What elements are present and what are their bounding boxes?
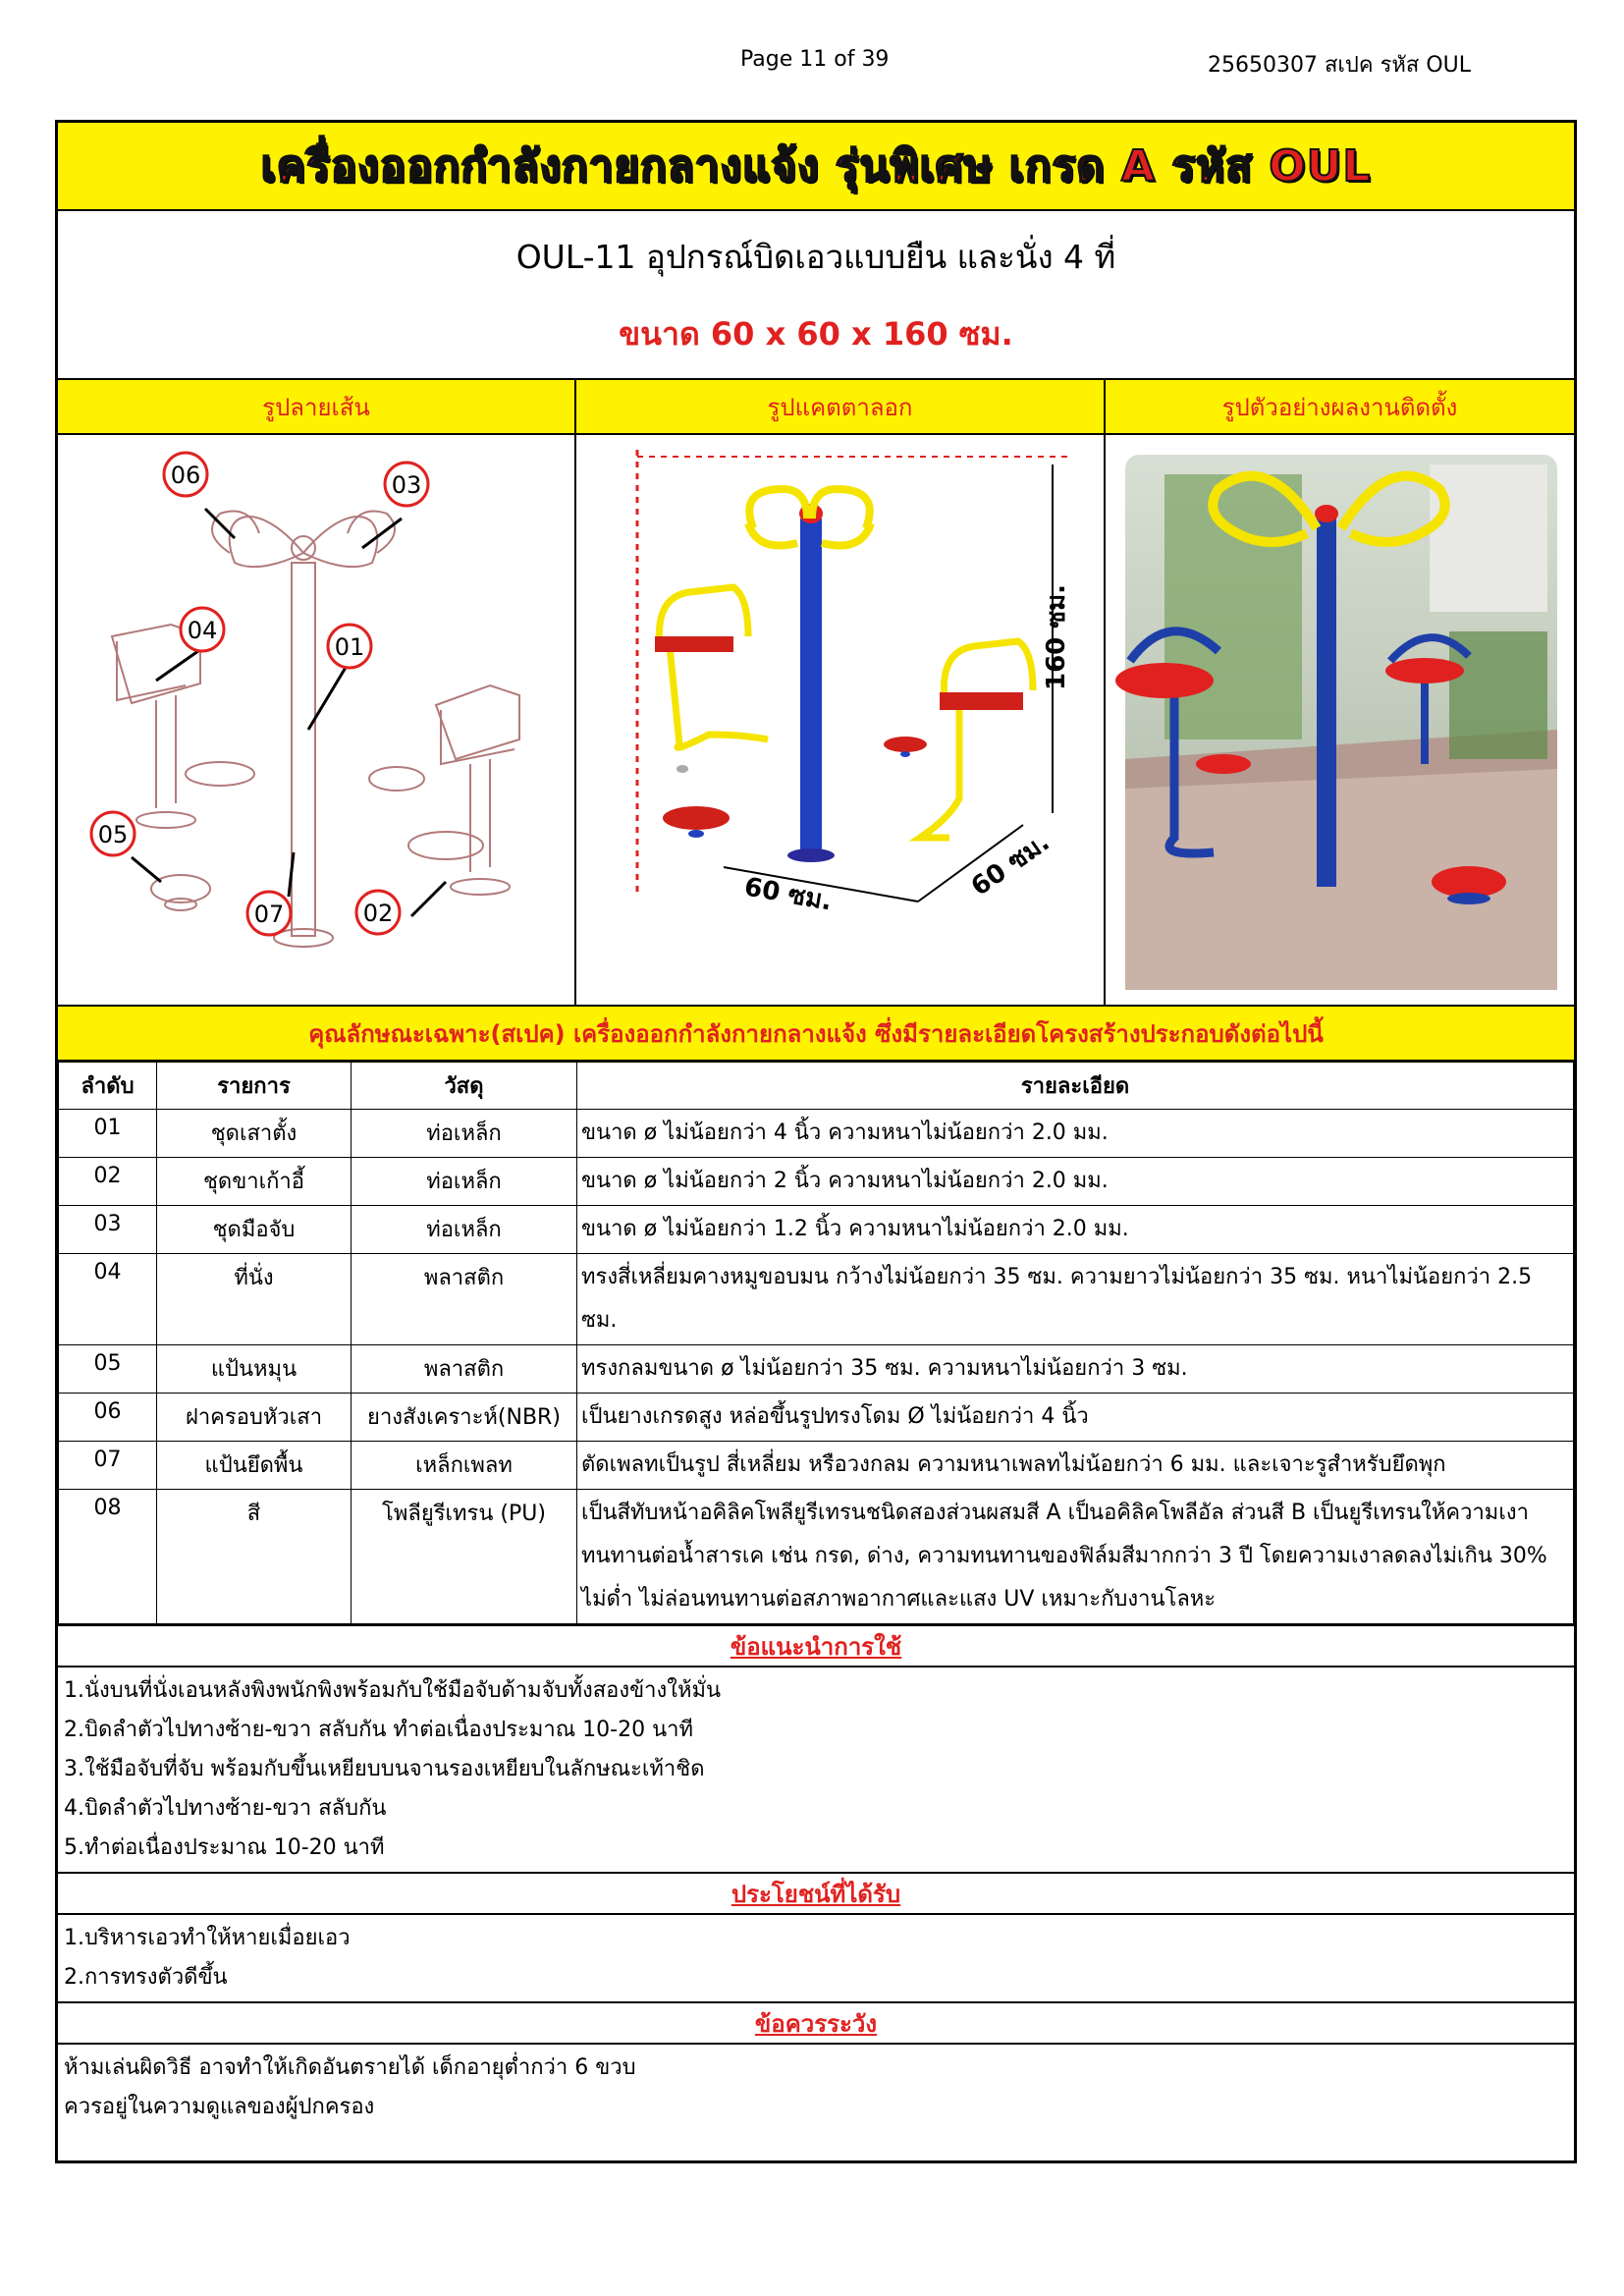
benefits-heading: ประโยชน์ที่ได้รับ (731, 1880, 901, 1908)
spec-sheet (55, 120, 1577, 2163)
table-row (59, 1345, 1574, 1394)
header-catalog: รูปแคตตาลอก (576, 380, 1106, 433)
catalog-image (576, 435, 1106, 1005)
label-01: 01 (334, 633, 365, 661)
list-item: 2.การทรงตัวดีขึ้น (64, 1965, 228, 1990)
benefits-heading-band (58, 1872, 1574, 1915)
line-drawing-image (58, 435, 574, 1005)
col-detail: รายละเอียด (577, 1063, 1574, 1110)
cell-material: พลาสติก (352, 1345, 577, 1394)
cell-detail: เป็นสีทับหน้าอคิลิคโพลียูรีเทรนชนิดสองส่วนผสมสี A เป็นอคิลิคโพลีอัล ส่วนสี B เป็นยูรีเทรนให้ความเงาทนทานต่อน้ำสารเค เช่น กรด, ด่าง, ความทนทานของฟิล์มสีมากกว่า 3 ปี โดยความเงาลดลงไม่เกิน 30% ไม่ด่ำ ไม่ล่อนทนทานต่อสภาพอากาศและแสง UV เหมาะกับงานโลหะ (577, 1490, 1574, 1624)
line-drawing (58, 435, 576, 1005)
image-headers (58, 380, 1574, 435)
cell-item: ชุดมือจับ (157, 1206, 352, 1254)
cautions-list (58, 2045, 1574, 2160)
cell-material: ท่อเหล็ก (352, 1158, 577, 1206)
title-box (58, 211, 1574, 380)
col-item: รายการ (157, 1063, 352, 1110)
list-item: 1.บริหารเอวทำให้หายเมื่อยเอว (64, 1926, 351, 1950)
document-code: 25650307 สเปค รหัส OUL (1208, 53, 1472, 78)
usage-list (58, 1667, 1574, 1872)
header-installed: รูปตัวอย่างผลงานติดตั้ง (1221, 393, 1458, 421)
cell-material: เหล็กเพลท (352, 1442, 577, 1490)
label-03: 03 (391, 471, 422, 499)
list-item: 1.นั่งบนที่นั่งเอนหลังพิงพนักพิงพร้อมกับใช้มือจับด้ามจับทั้งสองข้างให้มั่น (64, 1678, 722, 1703)
installed-photo-image (1106, 435, 1574, 1005)
image-row (58, 435, 1574, 1007)
cell-item: ฝาครอบหัวเสา (157, 1394, 352, 1442)
list-item: 4.บิดลำตัวไปทางซ้าย-ขวา สลับกัน (64, 1796, 387, 1821)
cell-item: ที่นั่ง (157, 1254, 352, 1345)
cell-no: 06 (59, 1394, 157, 1442)
cell-material: ท่อเหล็ก (352, 1110, 577, 1158)
product-title: OUL-11 อุปกรณ์บิดเอวแบบยืน และนั่ง 4 ที่ (515, 238, 1116, 276)
cell-material: ยางสังเคราะห์(NBR) (352, 1394, 577, 1442)
cell-item: ชุดขาเก้าอี้ (157, 1158, 352, 1206)
table-row (59, 1206, 1574, 1254)
spec-table (58, 1062, 1574, 1624)
cell-no: 02 (59, 1158, 157, 1206)
usage-heading: ข้อแนะนำการใช้ (730, 1632, 902, 1661)
label-05: 05 (97, 821, 129, 848)
cell-detail: ทรงกลมขนาด ø ไม่น้อยกว่า 35 ซม. ความหนาไม่น้อยกว่า 3 ซม. (577, 1345, 1574, 1394)
cautions-heading: ข้อควรระวัง (754, 2009, 878, 2038)
table-row (59, 1110, 1574, 1158)
cell-no: 03 (59, 1206, 157, 1254)
header-line-drawing: รูปลายเส้น (58, 380, 576, 433)
cell-detail: ขนาด ø ไม่น้อยกว่า 1.2 นิ้ว ความหนาไม่น้อยกว่า 2.0 มม. (577, 1206, 1574, 1254)
banner-title: เครื่องออกกำลังกายกลางแจ้ง รุ่นพิเศษ เกรด A รหัส OUL (260, 141, 1372, 191)
cell-item: สี (157, 1490, 352, 1624)
cell-item: ชุดเสาตั้ง (157, 1110, 352, 1158)
cell-material: ท่อเหล็ก (352, 1206, 577, 1254)
label-04: 04 (187, 617, 218, 644)
label-02: 02 (362, 900, 394, 927)
cell-detail: ทรงสี่เหลี่ยมคางหมูขอบมน กว้างไม่น้อยกว่า 35 ซม. ความยาวไม่น้อยกว่า 35 ซม. หนาไม่น้อยกว่า 2.5 ซม. (577, 1254, 1574, 1345)
label-07: 07 (253, 901, 285, 928)
cell-no: 05 (59, 1345, 157, 1394)
table-row (59, 1158, 1574, 1206)
cell-no: 01 (59, 1110, 157, 1158)
table-row (59, 1254, 1574, 1345)
col-material: วัสดุ (352, 1063, 577, 1110)
catalog-render (576, 435, 1104, 1005)
cell-material: พลาสติก (352, 1254, 577, 1345)
label-06: 06 (170, 462, 201, 489)
cell-detail: เป็นยางเกรดสูง หล่อขึ้นรูปทรงโดม Ø ไม่น้อยกว่า 4 นิ้ว (577, 1394, 1574, 1442)
spec-heading: คุณลักษณะเฉพาะ(สเปค) เครื่องออกกำลังกายกลางแจ้ง ซึ่งมีรายละเอียดโครงสร้างประกอบดังต่อไปนี้ (58, 1007, 1574, 1062)
cell-detail: ตัดเพลทเป็นรูป สี่เหลี่ยม หรือวงกลม ความหนาเพลทไม่น้อยกว่า 6 มม. และเจาะรูสำหรับยึดพุก (577, 1442, 1574, 1490)
cell-item: แป้นหมุน (157, 1345, 352, 1394)
list-item: 3.ใช้มือจับที่จับ พร้อมกับขึ้นเหยียบบนจานรองเหยียบในลักษณะเท้าชิด (64, 1757, 705, 1781)
col-no: ลำดับ (59, 1063, 157, 1110)
table-row (59, 1394, 1574, 1442)
benefits-list (58, 1915, 1574, 2001)
cautions-heading-band (58, 2001, 1574, 2045)
cell-no: 07 (59, 1442, 157, 1490)
cell-no: 08 (59, 1490, 157, 1624)
banner (58, 123, 1574, 211)
product-size: ขนาด 60 x 60 x 160 ซม. (619, 315, 1013, 353)
list-item: 2.บิดลำตัวไปทางซ้าย-ขวา สลับกัน ทำต่อเนื่องประมาณ 10-20 นาที (64, 1718, 693, 1742)
list-item: ห้ามเล่นผิดวิธี อาจทำให้เกิดอันตรายได้ เด็กอายุต่ำกว่า 6 ขวบ (64, 2055, 636, 2080)
cell-detail: ขนาด ø ไม่น้อยกว่า 4 นิ้ว ความหนาไม่น้อยกว่า 2.0 มม. (577, 1110, 1574, 1158)
table-header-row (59, 1063, 1574, 1110)
cell-detail: ขนาด ø ไม่น้อยกว่า 2 นิ้ว ความหนาไม่น้อยกว่า 2.0 มม. (577, 1158, 1574, 1206)
list-item: 5.ทำต่อเนื่องประมาณ 10-20 นาที (64, 1835, 385, 1860)
list-item: ควรอยู่ในความดูแลของผู้ปกครอง (64, 2095, 375, 2119)
installed-photo (1106, 435, 1574, 1005)
table-row (59, 1442, 1574, 1490)
dim-height: 160 ซม. (1042, 584, 1071, 690)
cell-no: 04 (59, 1254, 157, 1345)
cell-item: แป้นยึดพื้น (157, 1442, 352, 1490)
dim-depth: 60 ซม. (965, 827, 1056, 902)
dim-width: 60 ซม. (741, 872, 835, 917)
cell-material: โพลียูรีเทรน (PU) (352, 1490, 577, 1624)
table-row (59, 1490, 1574, 1624)
page-number: Page 11 of 39 (740, 47, 890, 72)
usage-heading-band (58, 1624, 1574, 1667)
